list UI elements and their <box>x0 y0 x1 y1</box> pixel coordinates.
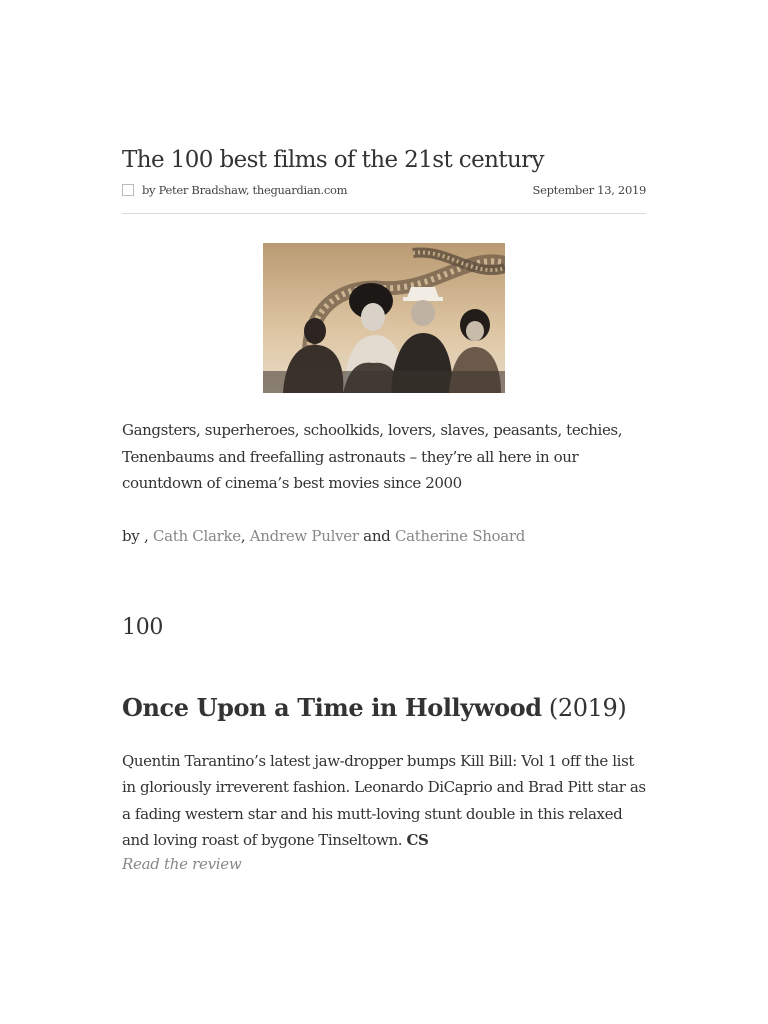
authors-prefix: by , <box>122 526 149 545</box>
article-title: The 100 best films of the 21st century <box>122 147 544 173</box>
publish-date: September 13, 2019 <box>532 183 646 197</box>
author-link-andrew-pulver[interactable]: Andrew Pulver <box>249 526 359 545</box>
entry-rank: 100 <box>122 614 164 640</box>
article <box>122 145 646 876</box>
read-review-link[interactable]: Read the review <box>122 854 242 873</box>
film-heading <box>122 692 646 724</box>
hero-foreground-shadow <box>263 371 505 393</box>
film-title: Once Upon a Time in Hollywood <box>122 692 542 722</box>
author-link-cath-clarke[interactable]: Cath Clarke <box>152 526 241 545</box>
film-blurb-text: Quentin Tarantino’s latest jaw-dropper bumps Kill Bill: Vol 1 off the list in gloriously irreverent fashion. Leonardo DiCaprio and Brad Pitt star as a fading western star and his mutt-loving stunt double in this relaxed and loving roast of bygone Tinseltown. <box>122 751 646 849</box>
hero-image <box>263 243 505 393</box>
byline-wrap <box>122 183 347 197</box>
authors-line <box>122 527 646 545</box>
authors-separator-and: and <box>363 526 391 545</box>
select-checkbox[interactable] <box>122 184 134 196</box>
film-year: (2019) <box>548 693 627 722</box>
byline: by Peter Bradshaw, theguardian.com <box>142 183 348 197</box>
header-divider <box>122 213 646 214</box>
reviewer-initials: CS <box>406 831 429 849</box>
film-blurb <box>122 748 646 854</box>
article-meta <box>122 181 646 199</box>
author-link-catherine-shoard[interactable]: Catherine Shoard <box>394 526 526 545</box>
standfirst: Gangsters, superheroes, schoolkids, lovers, slaves, peasants, techies, Tenenbaums and freefalling astronauts – they’re all here in our countdown of cinema’s best movies since 2000 <box>122 421 623 492</box>
authors-separator-comma: , <box>240 526 246 545</box>
